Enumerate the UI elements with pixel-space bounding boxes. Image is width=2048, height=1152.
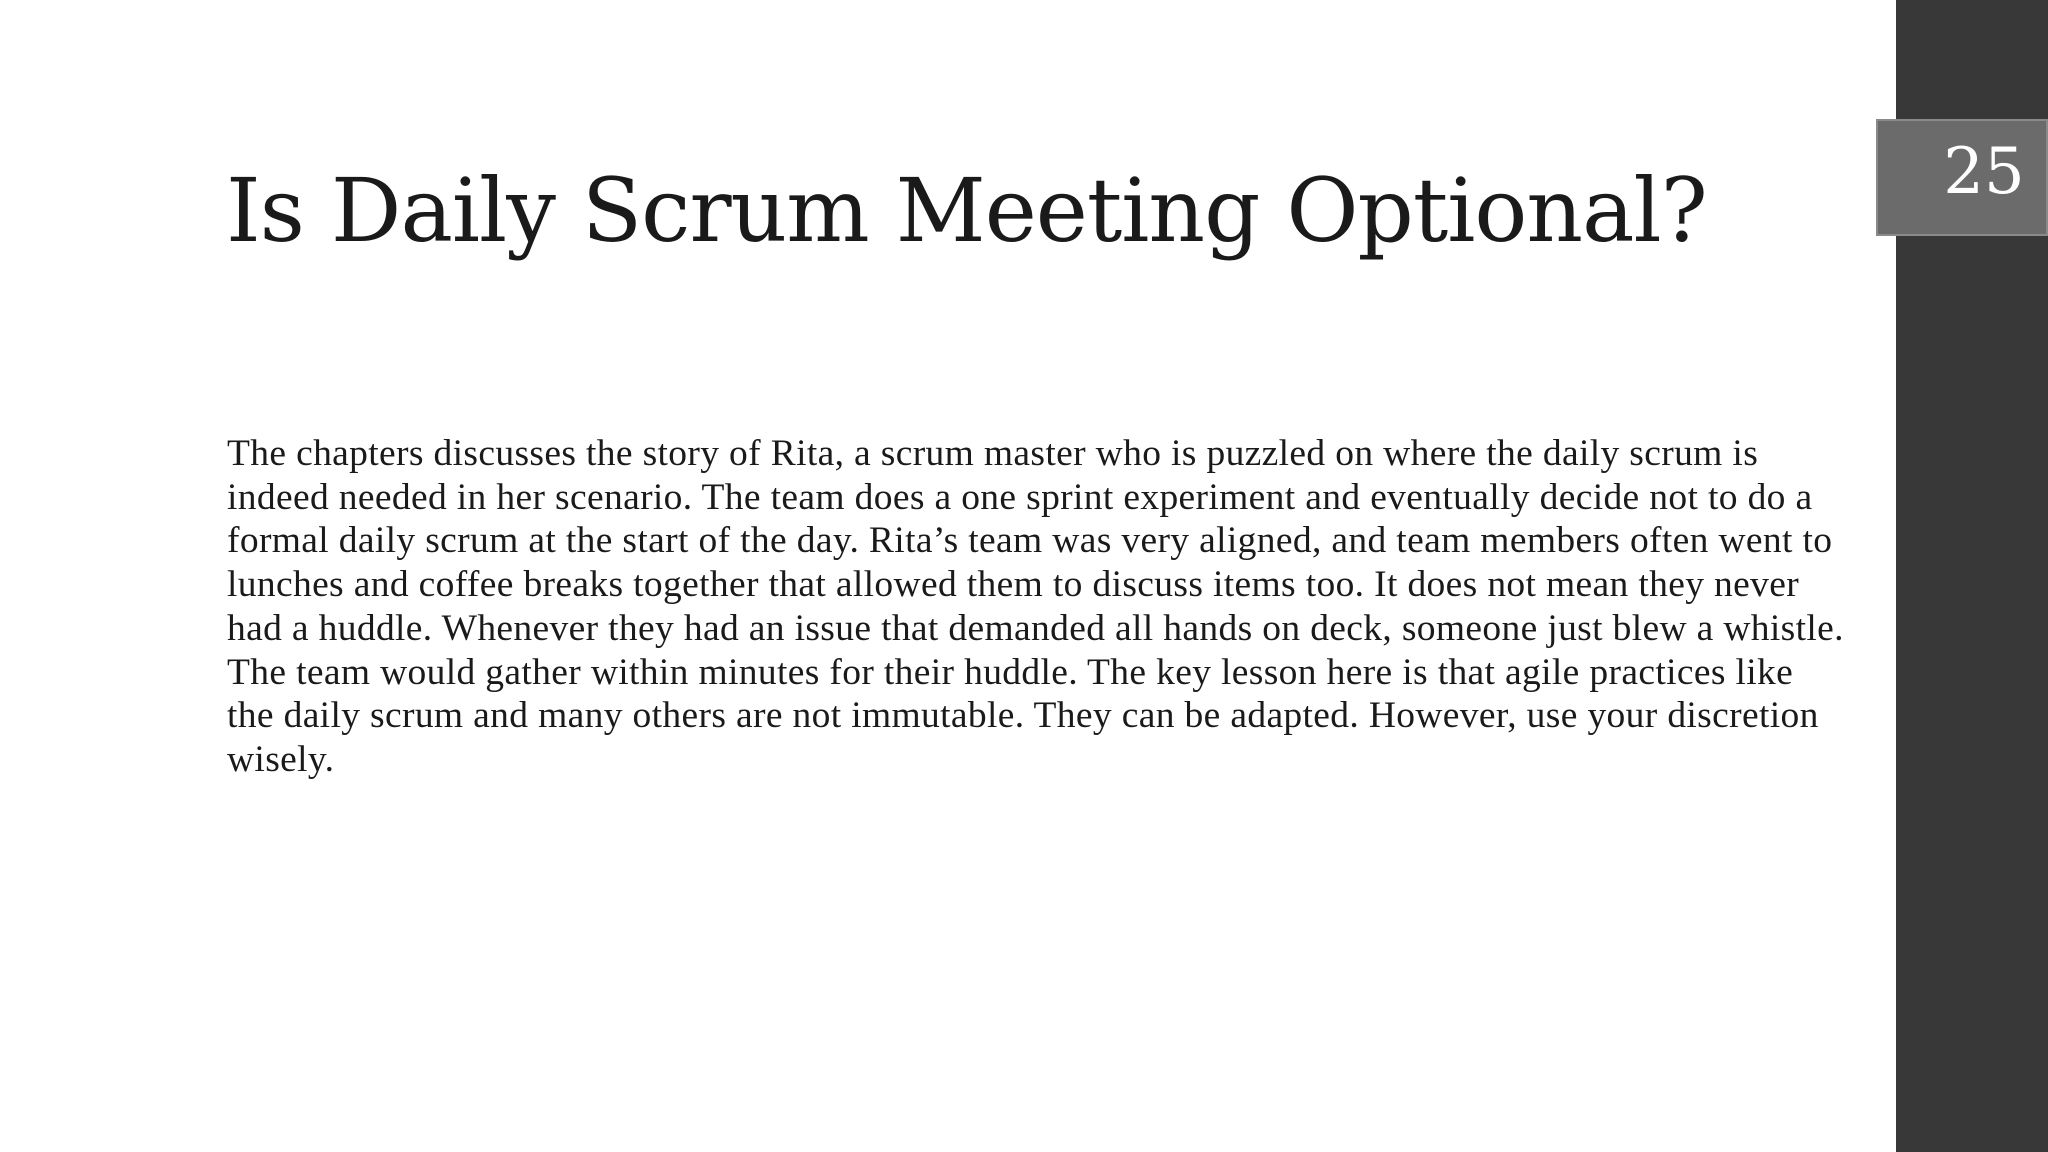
page-number-badge (1876, 119, 2048, 236)
slide-body-text: The chapters discusses the story of Rita, a scrum master who is puzzled on where the daily scrum is indeed needed in her scenario. The team does a one sprint experiment and eventually decide not to do a formal daily scrum at the start of the day. Rita’s team was very aligned, and team members often went to lunches and coffee breaks together that allowed them to discuss items too. It does not mean they never had a huddle. Whenever they had an issue that demanded all hands on deck, someone just blew a whistle. The team would gather within minutes for their huddle. The key lesson here is that agile practices like the daily scrum and many others are not immutable. They can be adapted. However, use your discretion wisely. (227, 433, 1844, 780)
slide-title: Is Daily Scrum Meeting Optional? (226, 159, 1707, 262)
page-number: 25 (1943, 134, 2025, 209)
